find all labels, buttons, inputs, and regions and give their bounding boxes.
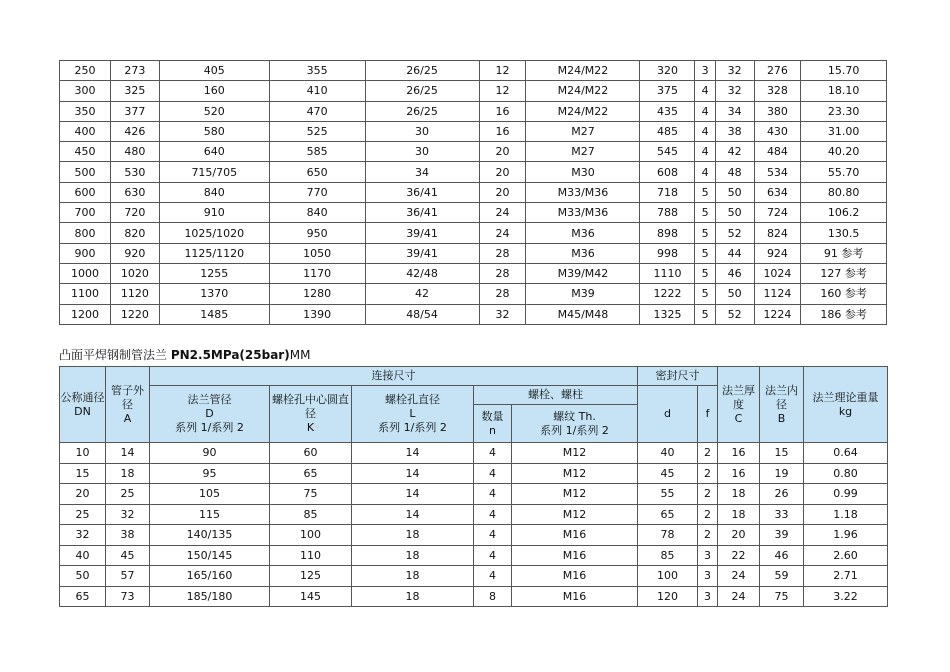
table-cell: M12 bbox=[512, 504, 638, 525]
table-cell: M27 bbox=[526, 142, 640, 162]
table-row bbox=[60, 504, 888, 525]
table-cell: 4 bbox=[474, 463, 512, 484]
table-row bbox=[60, 142, 887, 162]
table-cell: 18 bbox=[352, 586, 474, 607]
table-cell: 55.70 bbox=[801, 162, 887, 182]
table-cell: 106.2 bbox=[801, 203, 887, 223]
table-row bbox=[60, 304, 887, 324]
table-cell: 720 bbox=[110, 203, 159, 223]
table-cell: 1.96 bbox=[804, 525, 888, 546]
table-cell: 2 bbox=[698, 463, 718, 484]
table-cell: 4 bbox=[474, 443, 512, 464]
table-cell: 484 bbox=[754, 142, 801, 162]
table-cell: 23.30 bbox=[801, 101, 887, 121]
table-cell: 140/135 bbox=[150, 525, 270, 546]
table-cell: 800 bbox=[60, 223, 111, 243]
table-cell: 724 bbox=[754, 203, 801, 223]
table-cell: 20 bbox=[479, 142, 526, 162]
table-cell: 127 参考 bbox=[801, 263, 887, 283]
table-cell: 2.71 bbox=[804, 566, 888, 587]
table-cell: 18.10 bbox=[801, 81, 887, 101]
table-cell: 30 bbox=[365, 121, 479, 141]
table-cell: 450 bbox=[60, 142, 111, 162]
table-cell: 24 bbox=[479, 223, 526, 243]
title-prefix: 凸面平焊钢制管法兰 bbox=[59, 348, 171, 362]
table-cell: 273 bbox=[110, 61, 159, 81]
table-cell: 480 bbox=[110, 142, 159, 162]
table2-header bbox=[60, 367, 888, 443]
table-cell: 50 bbox=[715, 182, 754, 202]
table-cell: 15.70 bbox=[801, 61, 887, 81]
table-cell: 48 bbox=[715, 162, 754, 182]
table-cell: M36 bbox=[526, 243, 640, 263]
table-cell: 26/25 bbox=[365, 61, 479, 81]
table-cell: 350 bbox=[60, 101, 111, 121]
table-cell: 1.18 bbox=[804, 504, 888, 525]
table-cell: 3 bbox=[698, 566, 718, 587]
table-cell: 8 bbox=[474, 586, 512, 607]
table-cell: 500 bbox=[60, 162, 111, 182]
table-cell: 1200 bbox=[60, 304, 111, 324]
table-cell: 4 bbox=[474, 525, 512, 546]
table-cell: 19 bbox=[760, 463, 804, 484]
table-cell: M16 bbox=[512, 545, 638, 566]
table-cell: 39 bbox=[760, 525, 804, 546]
table-cell: 898 bbox=[640, 223, 695, 243]
table-cell: 1255 bbox=[159, 263, 269, 283]
table-cell: 1120 bbox=[110, 284, 159, 304]
table-cell: M24/M22 bbox=[526, 101, 640, 121]
table-cell: 1050 bbox=[269, 243, 365, 263]
table-cell: 40 bbox=[60, 545, 106, 566]
header-bolts: 螺栓、螺柱 bbox=[474, 386, 638, 405]
header-pipe-od: 管子外径 A bbox=[106, 367, 150, 443]
table-cell: 28 bbox=[479, 284, 526, 304]
table-cell: 1170 bbox=[269, 263, 365, 283]
table-cell: 2 bbox=[698, 525, 718, 546]
table-row bbox=[60, 223, 887, 243]
table-cell: 3 bbox=[695, 61, 715, 81]
table-cell: 1325 bbox=[640, 304, 695, 324]
table-cell: M12 bbox=[512, 443, 638, 464]
table-cell: 20 bbox=[479, 182, 526, 202]
table-cell: 355 bbox=[269, 61, 365, 81]
table-cell: 485 bbox=[640, 121, 695, 141]
table1-body bbox=[60, 61, 887, 325]
table-cell: 14 bbox=[106, 443, 150, 464]
table-cell: 1280 bbox=[269, 284, 365, 304]
table-cell: 18 bbox=[106, 463, 150, 484]
table-cell: 100 bbox=[638, 566, 698, 587]
table-cell: 44 bbox=[715, 243, 754, 263]
table-cell: 34 bbox=[365, 162, 479, 182]
table-cell: 1110 bbox=[640, 263, 695, 283]
table-cell: 75 bbox=[270, 484, 352, 505]
table-cell: 90 bbox=[150, 443, 270, 464]
table-cell: M27 bbox=[526, 121, 640, 141]
table2-body bbox=[60, 443, 888, 607]
table-cell: 5 bbox=[695, 304, 715, 324]
table-cell: 325 bbox=[110, 81, 159, 101]
table-cell: 1224 bbox=[754, 304, 801, 324]
table-cell: M33/M36 bbox=[526, 182, 640, 202]
table-cell: M16 bbox=[512, 586, 638, 607]
table-cell: 36/41 bbox=[365, 203, 479, 223]
table-cell: 45 bbox=[106, 545, 150, 566]
table-cell: 31.00 bbox=[801, 121, 887, 141]
header-bore: 法兰内径 B bbox=[760, 367, 804, 443]
table-cell: 840 bbox=[269, 203, 365, 223]
table-cell: 600 bbox=[60, 182, 111, 202]
table-cell: 52 bbox=[715, 223, 754, 243]
table-cell: 26/25 bbox=[365, 101, 479, 121]
table-cell: 910 bbox=[159, 203, 269, 223]
header-connection: 连接尺寸 bbox=[150, 367, 638, 386]
table-cell: 32 bbox=[106, 504, 150, 525]
table-cell: 22 bbox=[718, 545, 760, 566]
table-cell: 91 参考 bbox=[801, 243, 887, 263]
table-cell: 1370 bbox=[159, 284, 269, 304]
table-cell: 150/145 bbox=[150, 545, 270, 566]
table-row bbox=[60, 101, 887, 121]
table-cell: 715/705 bbox=[159, 162, 269, 182]
table-cell: 186 参考 bbox=[801, 304, 887, 324]
table-cell: 33 bbox=[760, 504, 804, 525]
table-cell: 1025/1020 bbox=[159, 223, 269, 243]
table-cell: 65 bbox=[270, 463, 352, 484]
table-cell: 718 bbox=[640, 182, 695, 202]
table-cell: 300 bbox=[60, 81, 111, 101]
table-cell: 840 bbox=[159, 182, 269, 202]
table-cell: M39 bbox=[526, 284, 640, 304]
table-cell: 1125/1120 bbox=[159, 243, 269, 263]
table-cell: 25 bbox=[60, 504, 106, 525]
table-row bbox=[60, 284, 887, 304]
table-cell: 0.99 bbox=[804, 484, 888, 505]
table-cell: 250 bbox=[60, 61, 111, 81]
table-cell: 26/25 bbox=[365, 81, 479, 101]
table-cell: 18 bbox=[718, 504, 760, 525]
table-cell: 5 bbox=[695, 243, 715, 263]
table-cell: 4 bbox=[695, 162, 715, 182]
table-cell: 59 bbox=[760, 566, 804, 587]
table-cell: 5 bbox=[695, 284, 715, 304]
table-row bbox=[60, 545, 888, 566]
table-cell: 3.22 bbox=[804, 586, 888, 607]
table-cell: 16 bbox=[718, 443, 760, 464]
table-cell: 20 bbox=[718, 525, 760, 546]
title-suffix: MM bbox=[289, 348, 311, 362]
table-row bbox=[60, 263, 887, 283]
table-cell: 328 bbox=[754, 81, 801, 101]
table-cell: 12 bbox=[479, 81, 526, 101]
table-cell: 824 bbox=[754, 223, 801, 243]
table-cell: 48/54 bbox=[365, 304, 479, 324]
table-row bbox=[60, 566, 888, 587]
table-cell: 634 bbox=[754, 182, 801, 202]
table-cell: 165/160 bbox=[150, 566, 270, 587]
table-cell: 24 bbox=[718, 566, 760, 587]
table-cell: 10 bbox=[60, 443, 106, 464]
table-row bbox=[60, 162, 887, 182]
table-cell: 24 bbox=[479, 203, 526, 223]
table-cell: 16 bbox=[479, 121, 526, 141]
table-cell: 426 bbox=[110, 121, 159, 141]
table-cell: 20 bbox=[479, 162, 526, 182]
table-cell: 39/41 bbox=[365, 223, 479, 243]
table-cell: 3 bbox=[698, 545, 718, 566]
header-seal-d: d bbox=[638, 386, 698, 443]
table-row bbox=[60, 586, 888, 607]
table-cell: 80.80 bbox=[801, 182, 887, 202]
table-cell: 3 bbox=[698, 586, 718, 607]
table-cell: 2 bbox=[698, 443, 718, 464]
table-cell: 2.60 bbox=[804, 545, 888, 566]
table-row bbox=[60, 463, 888, 484]
table-cell: 276 bbox=[754, 61, 801, 81]
table-cell: M24/M22 bbox=[526, 61, 640, 81]
table-cell: 770 bbox=[269, 182, 365, 202]
table-cell: 16 bbox=[479, 101, 526, 121]
table-row bbox=[60, 61, 887, 81]
header-seal-f: f bbox=[698, 386, 718, 443]
table-cell: 130.5 bbox=[801, 223, 887, 243]
table-cell: 950 bbox=[269, 223, 365, 243]
table-cell: 160 参考 bbox=[801, 284, 887, 304]
table-cell: 5 bbox=[695, 203, 715, 223]
table-cell: 580 bbox=[159, 121, 269, 141]
table-cell: 4 bbox=[695, 101, 715, 121]
table-cell: 75 bbox=[760, 586, 804, 607]
table-cell: 630 bbox=[110, 182, 159, 202]
table-cell: 900 bbox=[60, 243, 111, 263]
table-cell: 20 bbox=[60, 484, 106, 505]
table-cell: 377 bbox=[110, 101, 159, 121]
table-cell: 36/41 bbox=[365, 182, 479, 202]
table-cell: 78 bbox=[638, 525, 698, 546]
table-row bbox=[60, 121, 887, 141]
table-cell: 375 bbox=[640, 81, 695, 101]
table-cell: 5 bbox=[695, 223, 715, 243]
table-cell: 4 bbox=[474, 566, 512, 587]
flange-table-pn25 bbox=[59, 366, 888, 607]
table-cell: 40.20 bbox=[801, 142, 887, 162]
flange-table-pn-large bbox=[59, 60, 887, 325]
table-cell: 1220 bbox=[110, 304, 159, 324]
table-cell: 1024 bbox=[754, 263, 801, 283]
table-row bbox=[60, 484, 888, 505]
table-cell: 1124 bbox=[754, 284, 801, 304]
table-cell: 60 bbox=[270, 443, 352, 464]
table-cell: 1485 bbox=[159, 304, 269, 324]
table-cell: 25 bbox=[106, 484, 150, 505]
table-cell: 820 bbox=[110, 223, 159, 243]
table-cell: 700 bbox=[60, 203, 111, 223]
header-bolt-circle: 螺栓孔中心圆直径 K bbox=[270, 386, 352, 443]
table-cell: 2 bbox=[698, 484, 718, 505]
table-cell: 380 bbox=[754, 101, 801, 121]
table-row bbox=[60, 182, 887, 202]
table-cell: 42 bbox=[715, 142, 754, 162]
table-cell: 1100 bbox=[60, 284, 111, 304]
table-cell: 1390 bbox=[269, 304, 365, 324]
table-cell: 50 bbox=[715, 284, 754, 304]
table-cell: 105 bbox=[150, 484, 270, 505]
table-cell: 73 bbox=[106, 586, 150, 607]
table-row bbox=[60, 525, 888, 546]
table-cell: 32 bbox=[479, 304, 526, 324]
table-cell: 185/180 bbox=[150, 586, 270, 607]
table-cell: 650 bbox=[269, 162, 365, 182]
table-cell: 125 bbox=[270, 566, 352, 587]
table-cell: 545 bbox=[640, 142, 695, 162]
table-cell: 4 bbox=[474, 504, 512, 525]
table-cell: 38 bbox=[715, 121, 754, 141]
table-cell: M39/M42 bbox=[526, 263, 640, 283]
table-cell: 5 bbox=[695, 182, 715, 202]
table-cell: 65 bbox=[60, 586, 106, 607]
table-cell: 608 bbox=[640, 162, 695, 182]
table-cell: 28 bbox=[479, 263, 526, 283]
table-cell: 160 bbox=[159, 81, 269, 101]
table-cell: 5 bbox=[695, 263, 715, 283]
table-cell: 18 bbox=[718, 484, 760, 505]
title-pressure: PN2.5MPa(25bar) bbox=[170, 348, 290, 362]
table-cell: 16 bbox=[718, 463, 760, 484]
table-cell: 32 bbox=[60, 525, 106, 546]
table-cell: 26 bbox=[760, 484, 804, 505]
table-cell: 4 bbox=[695, 81, 715, 101]
table-cell: 14 bbox=[352, 504, 474, 525]
table-cell: 14 bbox=[352, 443, 474, 464]
table-cell: 1020 bbox=[110, 263, 159, 283]
table-cell: 4 bbox=[474, 545, 512, 566]
table-cell: 115 bbox=[150, 504, 270, 525]
header-flange-diameter: 法兰管径 D 系列 1/系列 2 bbox=[150, 386, 270, 443]
table-cell: 18 bbox=[352, 545, 474, 566]
table-row bbox=[60, 203, 887, 223]
table-cell: M36 bbox=[526, 223, 640, 243]
table-cell: 46 bbox=[760, 545, 804, 566]
table-cell: 4 bbox=[474, 484, 512, 505]
table-cell: 534 bbox=[754, 162, 801, 182]
header-weight: 法兰理论重量 kg bbox=[804, 367, 888, 443]
table-cell: M24/M22 bbox=[526, 81, 640, 101]
header-seal: 密封尺寸 bbox=[638, 367, 718, 386]
table-cell: 4 bbox=[695, 121, 715, 141]
table-cell: 120 bbox=[638, 586, 698, 607]
table-cell: 30 bbox=[365, 142, 479, 162]
table-cell: 400 bbox=[60, 121, 111, 141]
table-cell: 46 bbox=[715, 263, 754, 283]
header-thread: 螺纹 Th. 系列 1/系列 2 bbox=[512, 405, 638, 443]
table-row bbox=[60, 443, 888, 464]
table-cell: 52 bbox=[715, 304, 754, 324]
table-cell: 4 bbox=[695, 142, 715, 162]
table-cell: 38 bbox=[106, 525, 150, 546]
table-cell: 2 bbox=[698, 504, 718, 525]
table-cell: 405 bbox=[159, 61, 269, 81]
table-cell: M33/M36 bbox=[526, 203, 640, 223]
table-cell: 430 bbox=[754, 121, 801, 141]
header-bolt-count: 数量 n bbox=[474, 405, 512, 443]
table-cell: 42 bbox=[365, 284, 479, 304]
table-cell: 525 bbox=[269, 121, 365, 141]
table-cell: 14 bbox=[352, 463, 474, 484]
table-cell: 95 bbox=[150, 463, 270, 484]
table-cell: 50 bbox=[60, 566, 106, 587]
table-cell: M30 bbox=[526, 162, 640, 182]
table-cell: 40 bbox=[638, 443, 698, 464]
table-cell: M12 bbox=[512, 484, 638, 505]
table-cell: M16 bbox=[512, 566, 638, 587]
table-cell: 530 bbox=[110, 162, 159, 182]
table-cell: M45/M48 bbox=[526, 304, 640, 324]
table-cell: 45 bbox=[638, 463, 698, 484]
table-cell: 924 bbox=[754, 243, 801, 263]
table-cell: 18 bbox=[352, 566, 474, 587]
table-row bbox=[60, 81, 887, 101]
table-cell: 320 bbox=[640, 61, 695, 81]
table-cell: 15 bbox=[760, 443, 804, 464]
header-thickness: 法兰厚度 C bbox=[718, 367, 760, 443]
table-cell: 57 bbox=[106, 566, 150, 587]
table-cell: 32 bbox=[715, 61, 754, 81]
table-cell: 65 bbox=[638, 504, 698, 525]
table-cell: 55 bbox=[638, 484, 698, 505]
table-cell: 85 bbox=[270, 504, 352, 525]
table-cell: 1222 bbox=[640, 284, 695, 304]
table-cell: 15 bbox=[60, 463, 106, 484]
table-cell: 0.64 bbox=[804, 443, 888, 464]
table-cell: 32 bbox=[715, 81, 754, 101]
table-cell: 24 bbox=[718, 586, 760, 607]
table-cell: 34 bbox=[715, 101, 754, 121]
table-cell: 100 bbox=[270, 525, 352, 546]
header-dn: 公称通径 DN bbox=[60, 367, 106, 443]
table-cell: 788 bbox=[640, 203, 695, 223]
table-cell: 42/48 bbox=[365, 263, 479, 283]
table-cell: 435 bbox=[640, 101, 695, 121]
table-cell: 39/41 bbox=[365, 243, 479, 263]
table-cell: 470 bbox=[269, 101, 365, 121]
table-cell: M16 bbox=[512, 525, 638, 546]
table-cell: 85 bbox=[638, 545, 698, 566]
table-cell: 410 bbox=[269, 81, 365, 101]
table-cell: 18 bbox=[352, 525, 474, 546]
table-cell: 14 bbox=[352, 484, 474, 505]
table-cell: 920 bbox=[110, 243, 159, 263]
table-cell: 12 bbox=[479, 61, 526, 81]
table-cell: M12 bbox=[512, 463, 638, 484]
table-cell: 585 bbox=[269, 142, 365, 162]
table-cell: 640 bbox=[159, 142, 269, 162]
table-cell: 110 bbox=[270, 545, 352, 566]
table-cell: 0.80 bbox=[804, 463, 888, 484]
table-cell: 28 bbox=[479, 243, 526, 263]
section-title bbox=[59, 347, 310, 363]
table-cell: 50 bbox=[715, 203, 754, 223]
header-bolt-hole: 螺栓孔直径 L 系列 1/系列 2 bbox=[352, 386, 474, 443]
table-cell: 1000 bbox=[60, 263, 111, 283]
table-cell: 520 bbox=[159, 101, 269, 121]
table-cell: 998 bbox=[640, 243, 695, 263]
table-row bbox=[60, 243, 887, 263]
table-cell: 145 bbox=[270, 586, 352, 607]
